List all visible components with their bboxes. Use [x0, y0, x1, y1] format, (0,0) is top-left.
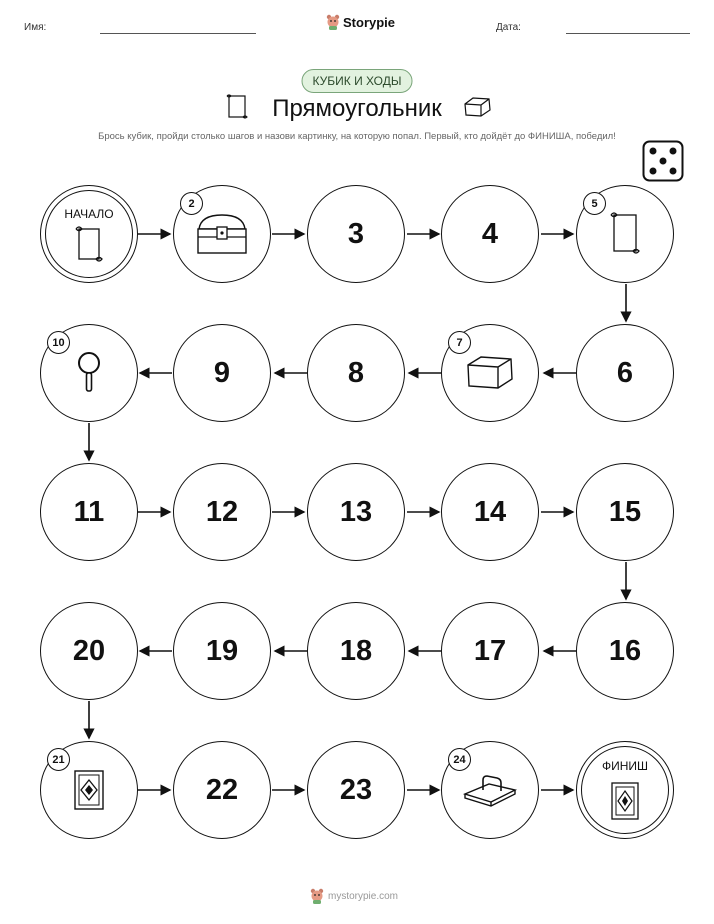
- scroll-icon: [607, 210, 643, 258]
- space-number: 16: [608, 634, 642, 667]
- space-20[interactable]: [40, 602, 138, 700]
- space-number: 12: [205, 495, 239, 528]
- finish-space[interactable]: [576, 741, 674, 839]
- brand-name: Storypie: [343, 14, 396, 30]
- page-title: Прямоугольник: [272, 95, 442, 122]
- space-number: 4: [481, 217, 499, 250]
- space-number: 21: [47, 748, 70, 771]
- space-3[interactable]: [307, 185, 405, 283]
- space-2[interactable]: [173, 185, 271, 283]
- start-label: НАЧАЛО: [64, 207, 114, 221]
- space-number: 3: [347, 217, 365, 250]
- space-number: 14: [473, 495, 507, 528]
- box-icon: [463, 353, 517, 393]
- space-number: 6: [616, 356, 634, 389]
- space-number: 2: [180, 192, 203, 215]
- space-number: 7: [448, 331, 471, 354]
- space-13[interactable]: [307, 463, 405, 561]
- space-21[interactable]: [40, 741, 138, 839]
- name-label: Имя:: [24, 22, 47, 33]
- space-11[interactable]: [40, 463, 138, 561]
- category-badge: КУБИК И ХОДЫ: [302, 69, 413, 93]
- space-22[interactable]: [173, 741, 271, 839]
- space-number: 10: [47, 331, 70, 354]
- space-number: 18: [339, 634, 373, 667]
- space-9[interactable]: [173, 324, 271, 422]
- space-16[interactable]: [576, 602, 674, 700]
- rug-icon: [71, 767, 107, 813]
- space-8[interactable]: [307, 324, 405, 422]
- space-23[interactable]: [307, 741, 405, 839]
- instructions: Брось кубик, пройди столько шагов и назови картинку, на которую попал. Первый, кто дойдёт до ФИНИША, победил!: [98, 131, 616, 142]
- finish-label: ФИНИШ: [601, 759, 649, 773]
- footer-url[interactable]: mystorypie.com: [328, 890, 399, 902]
- space-number: 11: [73, 495, 105, 528]
- space-6[interactable]: [576, 324, 674, 422]
- space-number: 15: [608, 495, 642, 528]
- tile-trowel-icon: [461, 770, 519, 810]
- space-4[interactable]: [441, 185, 539, 283]
- space-number: 20: [72, 634, 106, 667]
- space-10[interactable]: [40, 324, 138, 422]
- space-number: 24: [448, 748, 471, 771]
- space-15[interactable]: [576, 463, 674, 561]
- space-number: 8: [347, 356, 365, 389]
- magnifying-glass-icon: [74, 350, 104, 396]
- date-label: Дата:: [496, 22, 521, 33]
- start-inner-ring: [45, 190, 133, 278]
- start-space[interactable]: [40, 185, 138, 283]
- space-number: 22: [205, 773, 239, 806]
- space-14[interactable]: [441, 463, 539, 561]
- space-number: 9: [213, 356, 231, 389]
- space-number: 23: [339, 773, 373, 806]
- space-7[interactable]: [441, 324, 539, 422]
- space-12[interactable]: [173, 463, 271, 561]
- space-number: 17: [473, 634, 507, 667]
- space-24[interactable]: [441, 741, 539, 839]
- footer: [310, 888, 398, 904]
- space-18[interactable]: [307, 602, 405, 700]
- space-19[interactable]: [173, 602, 271, 700]
- space-number: 19: [205, 634, 239, 667]
- space-number: 13: [339, 495, 373, 528]
- space-number: 5: [583, 192, 606, 215]
- space-17[interactable]: [441, 602, 539, 700]
- space-5[interactable]: [576, 185, 674, 283]
- bear-logo-icon: [310, 888, 324, 904]
- treasure-chest-icon: [193, 211, 251, 257]
